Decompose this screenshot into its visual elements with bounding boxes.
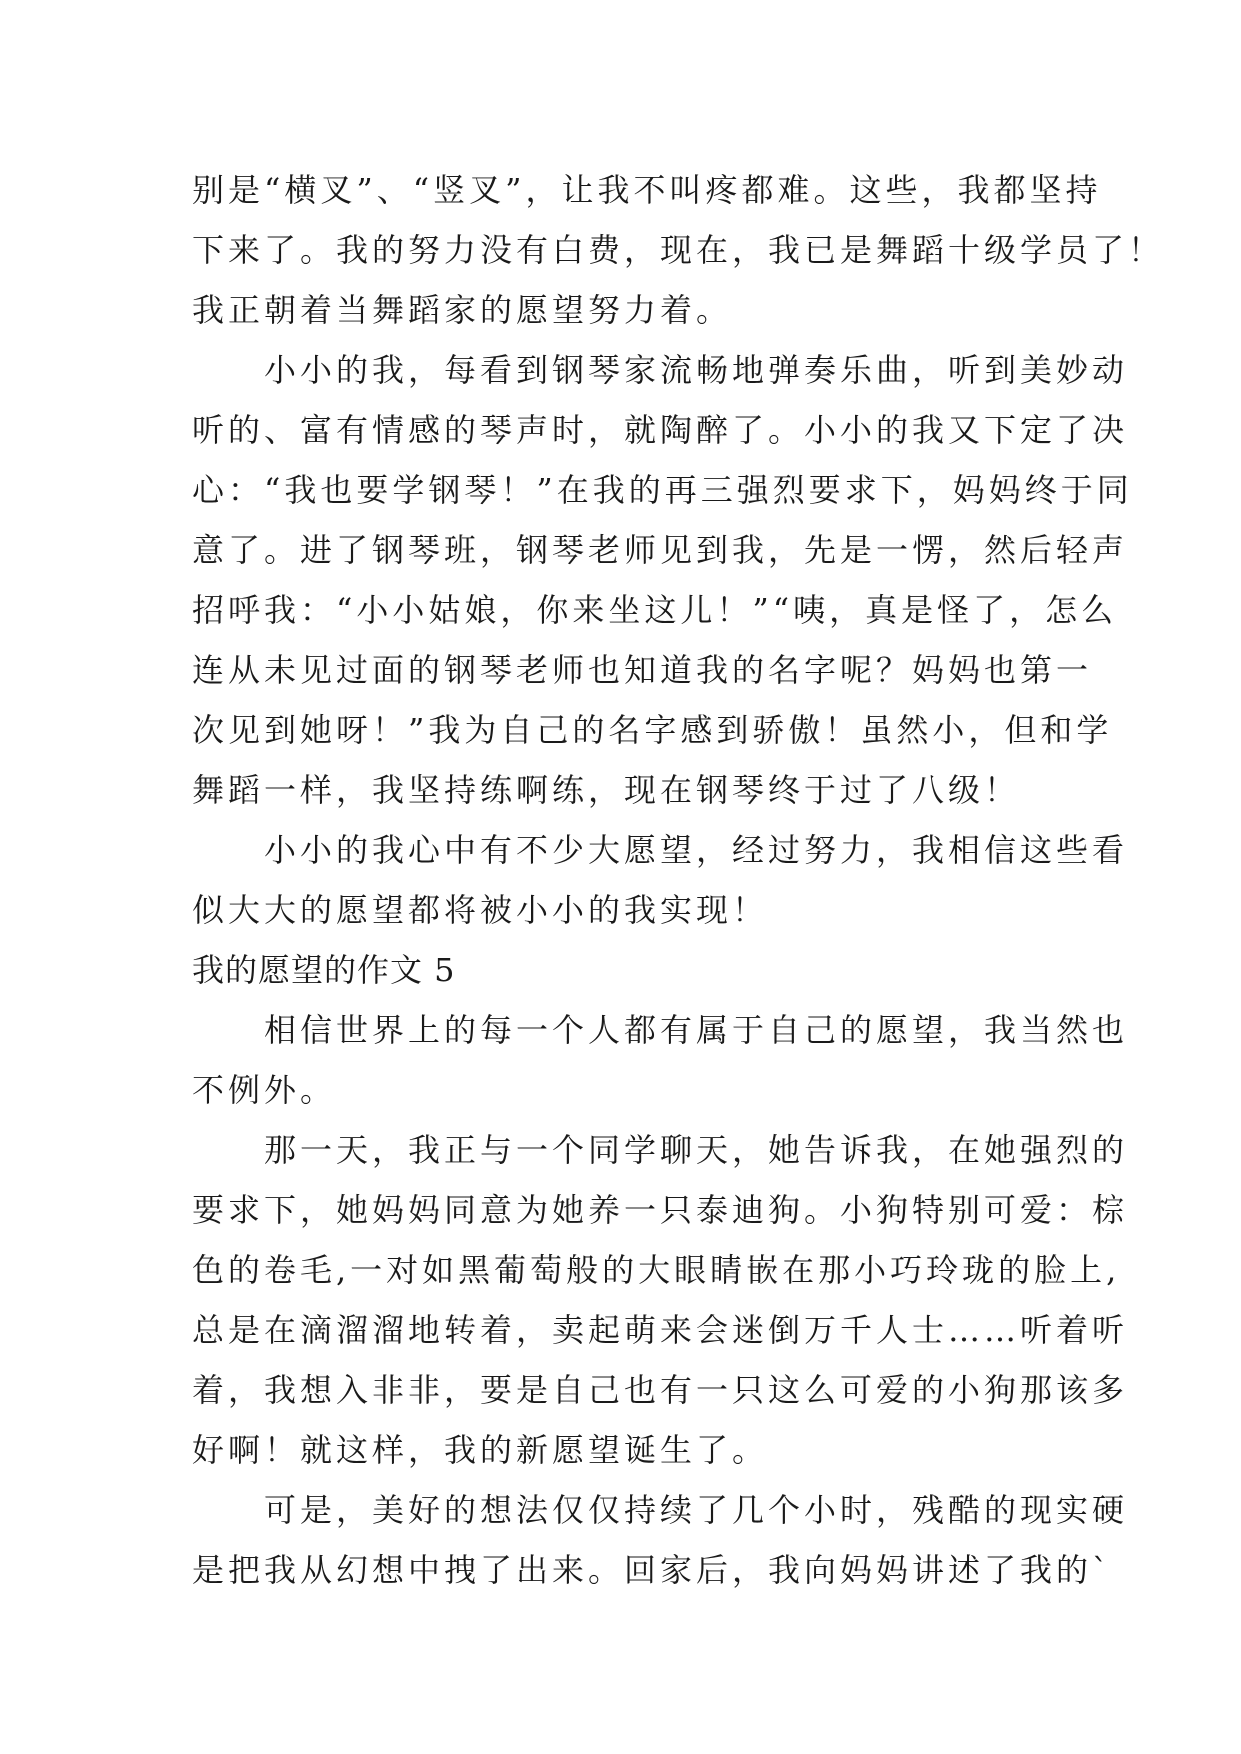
text-line: 色的卷毛,一对如黑葡萄般的大眼睛嵌在那小巧玲珑的脸上,: [192, 1251, 1121, 1289]
paragraph-first-line: 相信世界上的每一个人都有属于自己的愿望，我当然也: [264, 1011, 1129, 1049]
text-line: 不例外。: [192, 1071, 337, 1109]
paragraph-first-line: 那一天，我正与一个同学聊天，她告诉我，在她强烈的: [264, 1131, 1129, 1169]
text-line: 是把我从幻想中拽了出来。回家后，我向妈妈讲述了我的`: [192, 1551, 1113, 1589]
text-line: 好啊！就这样，我的新愿望诞生了。: [192, 1431, 769, 1469]
paragraph-first-line: 小小的我心中有不少大愿望，经过努力，我相信这些看: [264, 831, 1129, 869]
text-line: 我正朝着当舞蹈家的愿望努力着。: [192, 291, 733, 329]
text-line: 总是在滴溜溜地转着，卖起萌来会迷倒万千人士……听着听: [192, 1311, 1129, 1349]
text-line: 似大大的愿望都将被小小的我实现！: [192, 891, 769, 929]
section-heading: 我的愿望的作文 5: [192, 951, 456, 989]
text-line: 要求下，她妈妈同意为她养一只泰迪狗。小狗特别可爱：棕: [192, 1191, 1129, 1229]
paragraph-first-line: 可是，美好的想法仅仅持续了几个小时，残酷的现实硬: [264, 1491, 1129, 1529]
text-line: 心：“我也要学钢琴！”在我的再三强烈要求下，妈妈终于同: [192, 471, 1133, 509]
text-line: 招呼我：“小小姑娘，你来坐这儿！”“咦，真是怪了，怎么: [192, 591, 1118, 629]
text-line: 别是“横叉”、“竖叉”，让我不叫疼都难。这些，我都坚持: [192, 171, 1102, 209]
text-line: 次见到她呀！”我为自己的名字感到骄傲！虽然小，但和学: [192, 711, 1113, 749]
text-line: 连从未见过面的钢琴老师也知道我的名字呢？妈妈也第一: [192, 651, 1093, 689]
text-line: 着，我想入非非，要是自己也有一只这么可爱的小狗那该多: [192, 1371, 1129, 1409]
text-line: 意了。进了钢琴班，钢琴老师见到我，先是一愣，然后轻声: [192, 531, 1129, 569]
paragraph-first-line: 小小的我，每看到钢琴家流畅地弹奏乐曲，听到美妙动: [264, 351, 1129, 389]
text-line: 听的、富有情感的琴声时，就陶醉了。小小的我又下定了决: [192, 411, 1129, 449]
essay-body: [192, 160, 1165, 1600]
text-line: 舞蹈一样，我坚持练啊练，现在钢琴终于过了八级！: [192, 771, 1021, 809]
text-line: 下来了。我的努力没有白费，现在，我已是舞蹈十级学员了！: [192, 231, 1165, 269]
